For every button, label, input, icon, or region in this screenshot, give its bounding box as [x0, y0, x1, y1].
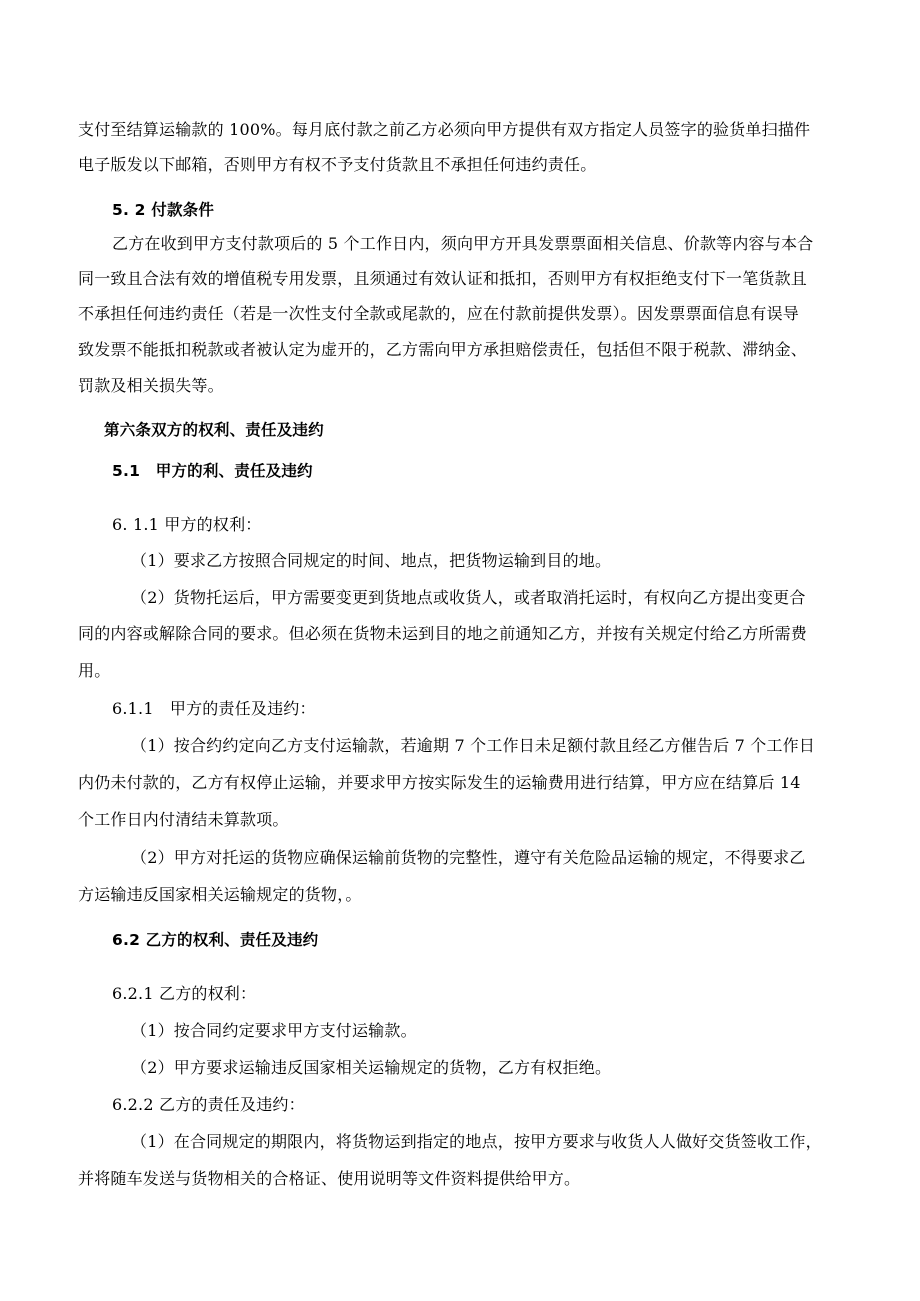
- paragraph-line: （2）甲方要求运输违反国家相关运输规定的货物，乙方有权拒绝。: [131, 1058, 612, 1077]
- subsection-heading: 6.1.1 甲方的责任及违约：: [112, 699, 316, 718]
- paragraph-line: 并将随车发送与货物相关的合格证、使用说明等文件资料提供给甲方。: [78, 1169, 581, 1188]
- paragraph-line: 内仍未付款的，乙方有权停止运输，并要求甲方按实际发生的运输费用进行结算，甲方应在结算后 14: [78, 773, 801, 792]
- paragraph-line: 罚款及相关损失等。: [78, 376, 224, 395]
- paragraph-line: 同的内容或解除合同的要求。但必须在货物未运到目的地之前通知乙方，并按有关规定付给乙方所需费: [78, 624, 808, 643]
- paragraph-line: 同一致且合法有效的增值税专用发票，且须通过有效认证和抵扣，否则甲方有权拒绝支付下一笔货款且: [78, 269, 808, 288]
- paragraph-line: 电子版发以下邮箱，否则甲方有权不予支付货款且不承担任何违约责任。: [78, 155, 597, 174]
- paragraph-line: （2）货物托运后，甲方需要变更到货地点或收货人，或者取消托运时，有权向乙方提出变更合: [131, 588, 806, 607]
- paragraph-line: 个工作日内付清结未算款项。: [78, 810, 289, 829]
- paragraph-line: 乙方在收到甲方支付款项后的 5 个工作日内，须向甲方开具发票票面相关信息、价款等内容与本合: [112, 234, 814, 253]
- paragraph-line: 支付至结算运输款的 100%。每月底付款之前乙方必须向甲方提供有双方指定人员签字的验货单扫描件: [78, 120, 811, 139]
- section-heading: 5.1 甲方的利、责任及违约: [112, 462, 313, 480]
- paragraph-line: 致发票不能抵扣税款或者被认定为虚开的，乙方需向甲方承担赔偿责任，包括但不限于税款、滞纳金、: [78, 340, 808, 359]
- paragraph-line: （1）要求乙方按照合同规定的时间、地点，把货物运输到目的地。: [131, 551, 612, 570]
- section-heading: 6.2 乙方的权利、责任及违约: [112, 931, 319, 949]
- article-heading: 第六条双方的权利、责任及违约: [104, 421, 324, 439]
- subsection-heading: 6. 1.1 甲方的权利：: [112, 515, 262, 534]
- paragraph-line: 不承担任何违约责任（若是一次性支付全款或尾款的，应在付款前提供发票）。因发票票面信息有误导: [78, 304, 800, 323]
- paragraph-line: 方运输违反国家相关运输规定的货物，。: [78, 885, 362, 904]
- subsection-heading: 6.2.2 乙方的责任及违约：: [112, 1095, 305, 1114]
- paragraph-line: （1）在合同规定的期限内，将货物运到指定的地点，按甲方要求与收货人人做好交货签收工作，: [131, 1132, 822, 1151]
- paragraph-line: 用。: [78, 661, 111, 680]
- paragraph-line: （1）按合同约定要求甲方支付运输款。: [131, 1021, 417, 1040]
- section-heading: 5. 2 付款条件: [112, 201, 215, 219]
- paragraph-line: （1）按合约约定向乙方支付运输款，若逾期 7 个工作日未足额付款且经乙方催告后 7 个工作日: [131, 736, 816, 755]
- subsection-heading: 6.2.1 乙方的权利：: [112, 984, 257, 1003]
- paragraph-line: （2）甲方对托运的货物应确保运输前货物的完整性，遵守有关危险品运输的规定，不得要求乙: [131, 848, 806, 867]
